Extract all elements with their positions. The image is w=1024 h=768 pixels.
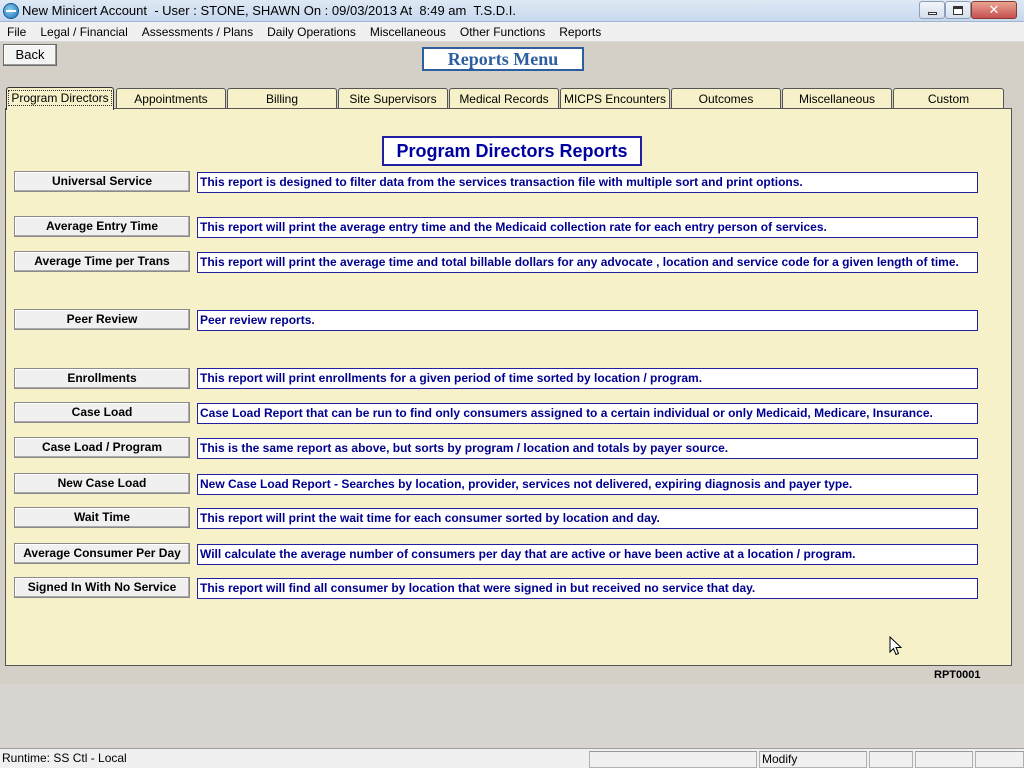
- report-description: This report will print enrollments for a given period of time sorted by location / program.: [197, 368, 978, 389]
- tab-medical-records[interactable]: Medical Records: [449, 88, 559, 109]
- universal-service-button[interactable]: Universal Service: [14, 171, 190, 192]
- mouse-cursor-icon: [889, 636, 903, 656]
- window-title: New Minicert Account - User : STONE, SHAWN On : 09/03/2013 At 8:49 am T.S.D.I.: [22, 3, 516, 18]
- report-description: Peer review reports.: [197, 310, 978, 331]
- report-description: This report is designed to filter data from the services transaction file with multiple sort and print options.: [197, 172, 978, 193]
- minimize-icon: [928, 12, 937, 15]
- peer-review-button[interactable]: Peer Review: [14, 309, 190, 330]
- average-entry-time-button[interactable]: Average Entry Time: [14, 216, 190, 237]
- status-cell-empty: [869, 751, 913, 768]
- maximize-button[interactable]: [945, 1, 971, 19]
- tab-micps-encounters[interactable]: MICPS Encounters: [560, 88, 670, 109]
- app-icon: [3, 3, 19, 19]
- close-button[interactable]: [971, 1, 1017, 19]
- status-mode: Modify: [759, 751, 867, 768]
- report-description: This is the same report as above, but sorts by program / location and totals by payer source.: [197, 438, 978, 459]
- case-load-button[interactable]: Case Load: [14, 402, 190, 423]
- tab-miscellaneous[interactable]: Miscellaneous: [782, 88, 892, 109]
- report-description: Case Load Report that can be run to find only consumers assigned to a certain individual or only Medicaid, Medicare, Insurance.: [197, 403, 978, 424]
- signed-in-no-service-button[interactable]: Signed In With No Service: [14, 577, 190, 598]
- menu-assessments-plans[interactable]: Assessments / Plans: [141, 24, 254, 39]
- report-description: This report will print the wait time for each consumer sorted by location and day.: [197, 508, 978, 529]
- report-description: This report will print the average entry time and the Medicaid collection rate for each entry person of services.: [197, 217, 978, 238]
- status-cell-empty: [589, 751, 757, 768]
- average-consumer-per-day-button[interactable]: Average Consumer Per Day: [14, 543, 190, 564]
- status-cell-empty: [915, 751, 973, 768]
- status-cell-empty: [975, 751, 1024, 768]
- enrollments-button[interactable]: Enrollments: [14, 368, 190, 389]
- status-runtime: Runtime: SS Ctl - Local: [2, 751, 127, 765]
- report-description: New Case Load Report - Searches by location, provider, services not delivered, expiring diagnosis and payer type.: [197, 474, 978, 495]
- tab-program-directors[interactable]: [6, 87, 114, 110]
- close-icon: ✕: [988, 2, 1000, 18]
- minimize-button[interactable]: [919, 1, 945, 19]
- panel-title: Program Directors Reports: [382, 136, 642, 166]
- page-title: Reports Menu: [422, 47, 584, 71]
- menu-file[interactable]: File: [7, 24, 27, 39]
- new-case-load-button[interactable]: New Case Load: [14, 473, 190, 494]
- status-bar: [0, 748, 1024, 768]
- tab-billing[interactable]: Billing: [227, 88, 337, 109]
- reports-panel: [5, 108, 1012, 666]
- tab-outcomes[interactable]: Outcomes: [671, 88, 781, 109]
- tab-custom[interactable]: Custom: [893, 88, 1004, 109]
- tab-appointments[interactable]: Appointments: [116, 88, 226, 109]
- wait-time-button[interactable]: Wait Time: [14, 507, 190, 528]
- menu-reports[interactable]: Reports: [559, 24, 602, 39]
- menu-miscellaneous[interactable]: Miscellaneous: [369, 24, 446, 39]
- menu-legal-financial[interactable]: Legal / Financial: [40, 24, 128, 39]
- menu-daily-operations[interactable]: Daily Operations: [267, 24, 356, 39]
- tab-site-supervisors[interactable]: Site Supervisors: [338, 88, 448, 109]
- menu-other-functions[interactable]: Other Functions: [459, 24, 546, 39]
- report-description: This report will find all consumer by location that were signed in but received no service that day.: [197, 578, 978, 599]
- average-time-per-trans-button[interactable]: Average Time per Trans: [14, 251, 190, 272]
- tab-label: Program Directors: [8, 90, 111, 106]
- report-description: Will calculate the average number of consumers per day that are active or have been active at a location / program.: [197, 544, 978, 565]
- back-button[interactable]: Back: [3, 44, 57, 66]
- menu-bar: [0, 22, 1024, 42]
- report-description: This report will print the average time and total billable dollars for any advocate , location and service code for a given length of time.: [197, 252, 978, 273]
- case-load-program-button[interactable]: Case Load / Program: [14, 437, 190, 458]
- bottom-area: [0, 684, 1024, 748]
- maximize-icon: [953, 6, 963, 15]
- form-id-label: RPT0001: [934, 669, 981, 681]
- title-bar: [0, 0, 1024, 22]
